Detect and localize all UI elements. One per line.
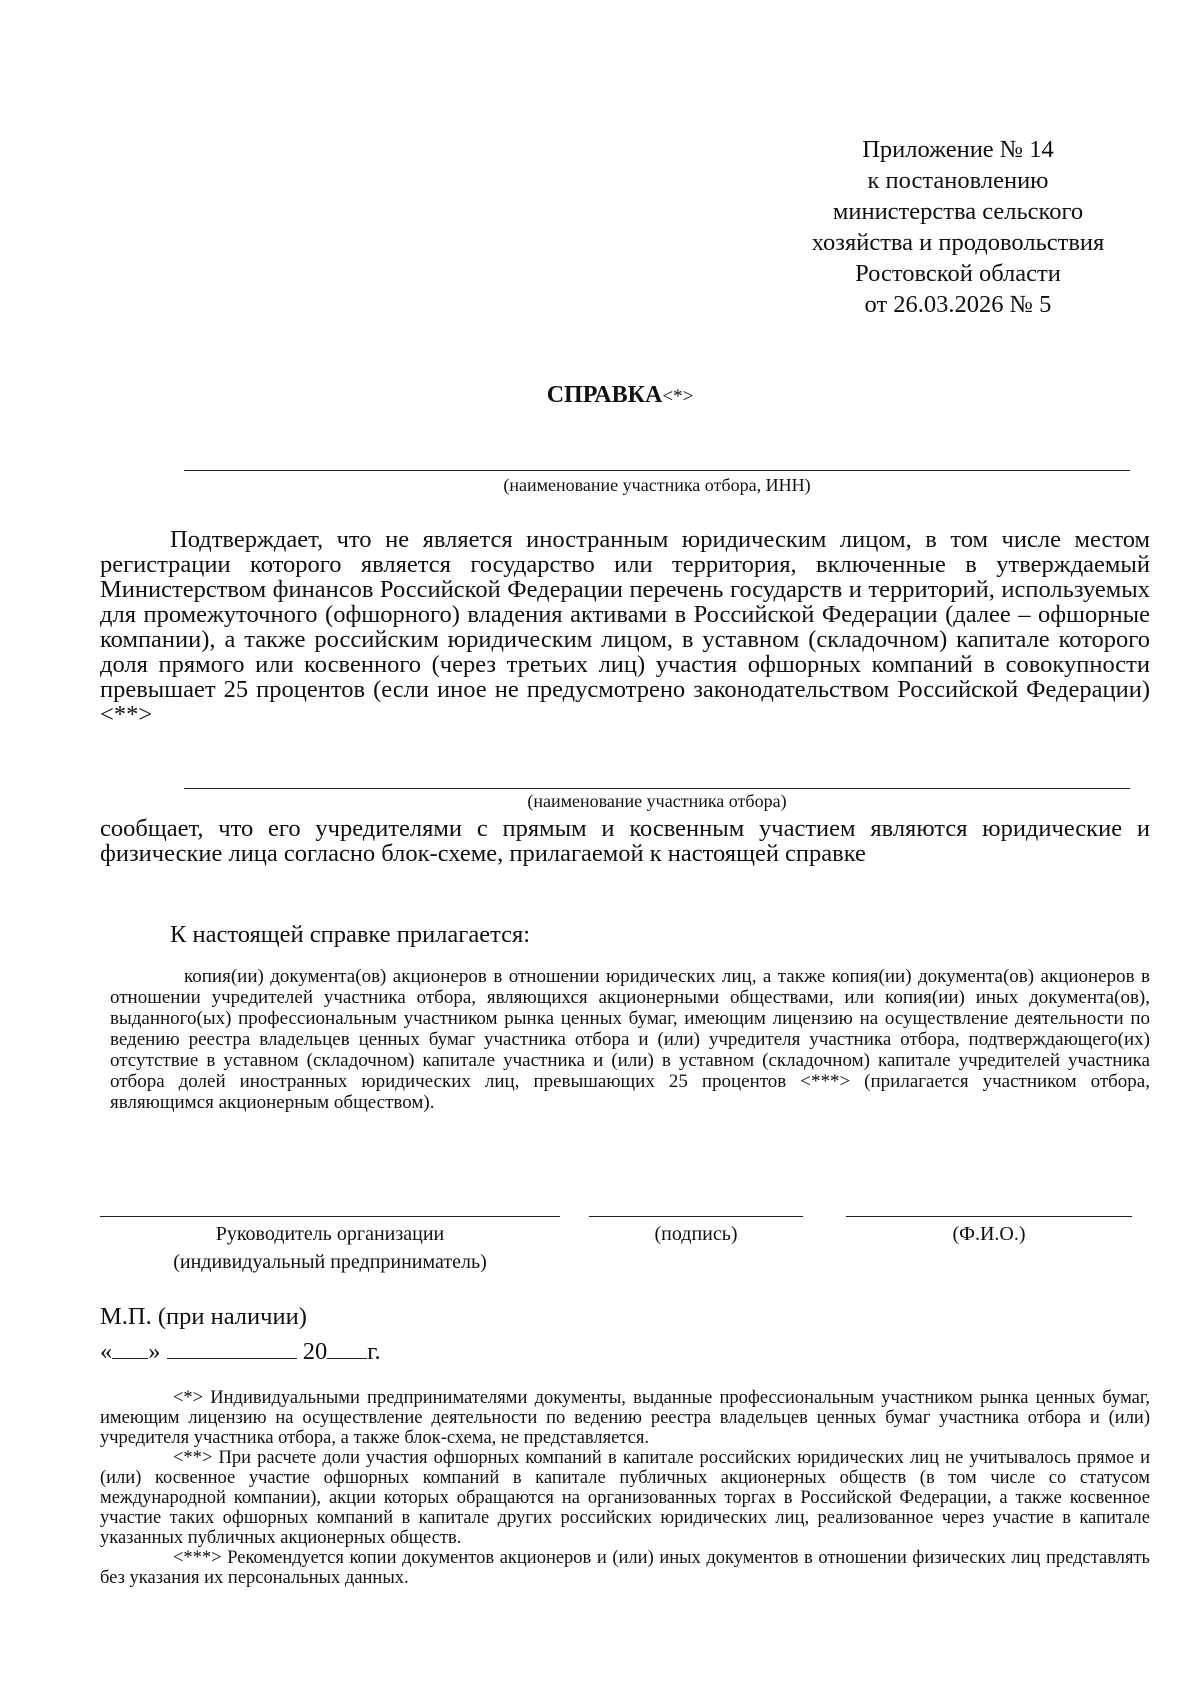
footnote-text: <***> Рекомендуется копии документов акционеров и (или) иных документов в отношении физических лиц представлять без указания их персональных данных.: [100, 1548, 1150, 1588]
attachment-item: [110, 966, 1150, 1113]
participant-caption: (наименование участника отбора): [527, 791, 787, 811]
name-label: (Ф.И.О.): [952, 1223, 1026, 1245]
name-field-line: [846, 1216, 1132, 1217]
date-suffix: г.: [367, 1338, 381, 1365]
footnotes: [100, 1388, 1150, 1588]
head-label-line: (индивидуальный предприниматель): [173, 1251, 487, 1273]
participant-inn-caption: (наименование участника отбора, ИНН): [503, 475, 811, 495]
head-label: [100, 1220, 560, 1276]
title-footnote-mark: <*>: [662, 386, 694, 407]
attachment-text: копия(ии) документа(ов) акционеров в отношении юридических лиц, а также копия(ии) документа(ов) акционеров в отношении учредителей участника отбора, являющихся акционерными обществами, или копия(ии) иных документа(ов), выданного(ых) профессиональным участником рынка ценных бумаг, имеющим лицензию на осуществление деятельности по ведению реестра владельцев ценных бумаг участника отбора и (или) учредителя участника отбора, подтверждающего(их) отсутствие в уставном (складочном) капитале участника и (или) в уставном (складочном) капитале учредителей участника отбора долей иностранных юридических лиц, превышающих 25 процентов <***> (прилагается участником отбора, являющимся акционерным обществом).: [110, 966, 1150, 1113]
appendix-line: хозяйства и продовольствия: [811, 229, 1105, 256]
appendix-line: Ростовской области: [855, 260, 1061, 287]
signature-label: (подпись): [654, 1223, 738, 1245]
appendix-block: [768, 134, 1148, 320]
head-label-line: Руководитель организации: [215, 1223, 445, 1245]
document-title: [0, 380, 1200, 412]
appendix-line: Приложение № 14: [862, 136, 1054, 163]
month-blank: [167, 1336, 297, 1359]
date-line: [100, 1336, 381, 1367]
title-text: СПРАВКА: [546, 382, 663, 408]
day-blank: [112, 1336, 148, 1359]
footnote: [100, 1448, 1150, 1548]
year-blank: [327, 1336, 367, 1359]
attachments-heading: К настоящей справке прилагается:: [170, 921, 531, 948]
confirmation-paragraph: [100, 527, 1150, 727]
head-field-line: [100, 1216, 560, 1217]
confirmation-text: Подтверждает, что не является иностранным юридическим лицом, в том числе местом регистрации которого является государство или территория, включенные в утверждаемый Министерством финансов Российской Федерации перечень государств и территорий, используемых для промежуточного (офшорного) владения активами в Российской Федерации (далее – офшорные компании), а также российским юридическим лицом, в уставном (складочном) капитале которого доля прямого или косвенного (через третьих лиц) участия офшорных компаний в совокупности превышает 25 процентов (если иное не предусмотрено законодательством Российской Федерации) <**>: [100, 526, 1150, 728]
participant-field-line: [184, 788, 1130, 789]
footnote: [100, 1548, 1150, 1588]
year-prefix: 20: [302, 1338, 328, 1365]
stamp-place: М.П. (при наличии): [100, 1303, 307, 1330]
signature-field-line: [589, 1216, 803, 1217]
footnote: [100, 1388, 1150, 1448]
founders-paragraph: сообщает, что его учредителями с прямым и косвенным участием являются юридические и физические лица согласно блок-схеме, прилагаемой к настоящей справке: [100, 815, 1150, 867]
date-open-quote: «: [100, 1338, 113, 1365]
appendix-line: от 26.03.2026 № 5: [864, 291, 1052, 318]
footnote-text: <*> Индивидуальными предпринимателями документы, выданные профессиональным участником рынка ценных бумаг, имеющим лицензию на осуществление деятельности по ведению реестра владельцев ценных бумаг участника отбора и (или) учредителя участника отбора, а также блок-схема, не представляется.: [100, 1388, 1150, 1448]
footnote-text: <**> При расчете доли участия офшорных компаний в капитале российских юридических лиц не учитывалось прямое и (или) косвенное участие офшорных компаний в капитале публичных акционерных обществ (в том числе со статусом международной компании), акции которых обращаются на организованных торгах в Российской Федерации, а также косвенное участие таких офшорных компаний в капитале других российских юридических лиц, реализованное через участие в капитале указанных публичных акционерных обществ.: [100, 1448, 1150, 1548]
appendix-line: к постановлению: [867, 167, 1049, 194]
date-close-quote: »: [148, 1338, 161, 1365]
participant-inn-field-line: [184, 470, 1130, 471]
appendix-line: министерства сельского: [832, 198, 1084, 225]
